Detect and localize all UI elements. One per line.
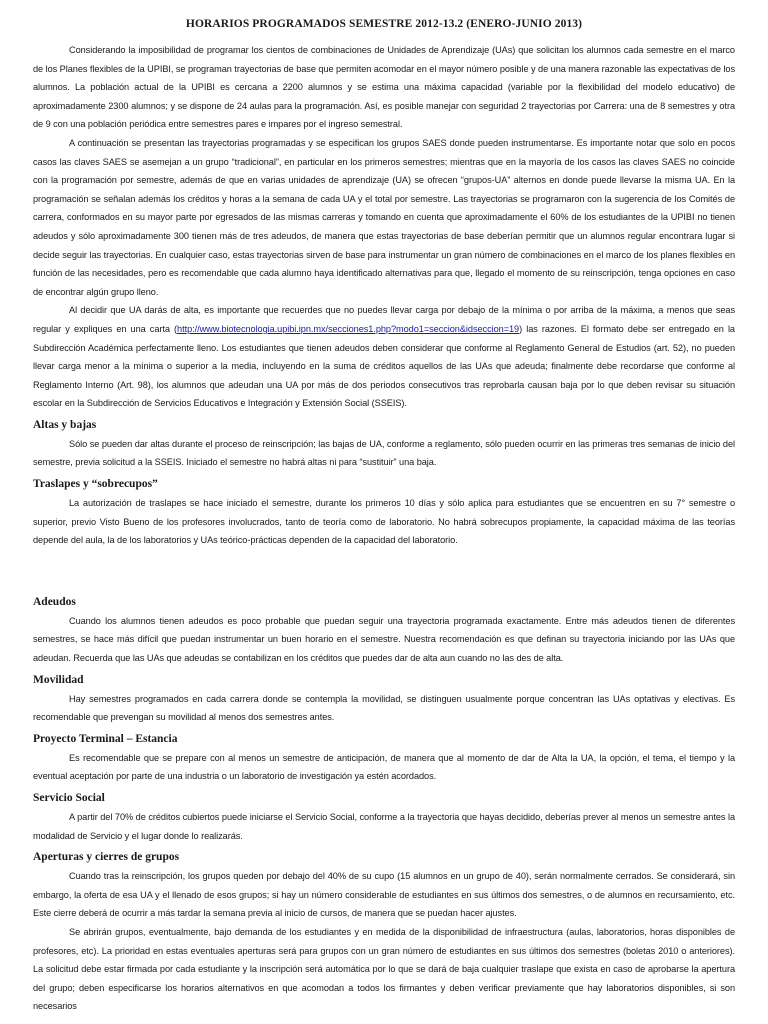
heading-aperturas-cierres: Aperturas y cierres de grupos (33, 851, 180, 864)
intro-paragraph-2: A continuación se presentan las trayectorias programadas y se especifican los grupos SAES donde pueden instrumentarse. Es importante notar que solo en pocos casos las claves SAES se asemejan a un grupo “tradicional”, en particular en los primeros semestres; mientras que en la mayoría de los casos las claves SAES no coincide con la programación por semestre, además de que en varias unidades de aprendizaje (UA) se ofrecen “grupos-UA” alternos en donde puede llevarse la misma UA. En la programación se señalan además los créditos y horas a la semana de cada UA y el total por semestre. Las trayectorias se programaron con la sugerencia de los Comités de carrera, conformados en su mayor parte por egresados de las mismas carreras y tomando en cuenta que aproximadamente el 60% de los estudiantes de la UPIBI no tienen adeudos y sólo aproximadamente 300 tienen más de tres adeudos, de manera que estas trayectorias de base deberían permitir que un alumnos regular encontrara lugar si decide seguir las trayectorias. En cualquier caso, estas trayectorias sirven de base para instrumentar un gran número de combinaciones en el marco de los planes flexibles en función de las necesidades, pero es recomendable que cada alumno haya identificado alternativas para que, llegado el momento de su reinscripción, tenga opciones en caso de encontrar algún grupo lleno. (33, 137, 735, 297)
reglamento-link[interactable]: http://www.biotecnologia.upibi.ipn.mx/secciones1.php?modo1=seccion&idseccion=19 (177, 323, 520, 334)
intro-paragraph-1: Considerando la imposibilidad de programar los cientos de combinaciones de Unidades de Aprendizaje (UAs) que solicitan los alumnos cada semestre en el marco de los Planes flexibles de la UPIBI, se programan trayectorias de base que permiten acomodar en el mayor número posible y de una manera razonable las expectativas de los alumnos. La población actual de la UPIBI es cercana a 2200 alumnos y se estima una máxima capacidad (variable por la flexibilidad del modelo educativo) de aproximadamente 2300 alumnos; y se dispone de 24 aulas para la programación. Así, es posible manejar con seguridad 2 trayectorias por Carrera: una de 8 semestres y otra de 9 con una población periódica entre semestres pares e impares por el ingreso semestral. (33, 45, 735, 130)
intro-paragraph-3-start: Al decidir que UA darás de alta, es importante que recuerdes que no puedes llevar carga por debajo de la mínima o por arriba de la máxima, a menos que seas regular y expliques en una carta ( (33, 305, 735, 334)
heading-altas-bajas: Altas y bajas (33, 418, 97, 431)
adeudos-text: Cuando los alumnos tienen adeudos es poco probable que puedan seguir una trayectoria programada exactamente. Entre más adeudos tienen de diferentes semestres, se hace más difícil que puedan instrumentar un buen horario en el semestre. Nuestra recomendación es que definan su trayectoria iniciando por las UAs que adeudan. Recuerda que las UAs que adeudas se contabilizan en los créditos que puedes dar de alta aun cuando no las des de alta. (33, 615, 735, 664)
proyecto-terminal-text: Es recomendable que se prepare con al menos un semestre de anticipación, de manera que al momento de dar de Alta la UA, la opción, el tema, el tiempo y la eventual aceptación por parte de una industria o un laboratorio de investigación ya estén acordados. (33, 752, 735, 782)
intro-paragraph-3-end: ) las razones. El formato debe ser entregado en la Subdirección Académica perfectamente lleno. Los estudiantes que tienen adeudos deben considerar que conforme al Reglamento General de Estudios (art. 52), no pueden llevar carga menor a la mínima o superior a la media, incluyendo en la suma de créditos aquellos de las UAs que adeuda; finalmente debe recordarse que conforme al Reglamento Interno (Art. 98), los alumnos que adeudan una UA por más de dos periodos consecutivos tras reprobarla causan baja por lo que deben revisar su situación escolar en la Subdirección de Servicios Educativos e Integración y Extensión Social (SSEIS). (33, 323, 735, 409)
document-title: HORARIOS PROGRAMADOS SEMESTRE 2012-13.2 (ENERO-JUNIO 2013) (185, 18, 583, 30)
heading-movilidad: Movilidad (33, 673, 84, 686)
aperturas-cierres-text: Cuando tras la reinscripción, los grupos queden por debajo del 40% de su cupo (15 alumnos en un grupo de 40), serán normalmente cerrados. Se considerará, sin embargo, la oferta de esa UA y el llenado de esos grupos; si hay un número considerable de estudiantes en sus últimos dos semestres, o de alumnos en recursamiento, etc. Este cierre deberá de ocurrir a más tardar la semana previa al inicio de cursos, de manera que se puedan hacer ajustes. (33, 871, 735, 919)
movilidad-text: Hay semestres programados en cada carrera donde se contempla la movilidad, se distinguen usualmente porque concentran las UAs optativas y electivas. Es recomendable que prevengan su movilidad al menos dos semestres antes. (33, 693, 735, 723)
section-gap (33, 550, 735, 590)
heading-servicio-social: Servicio Social (33, 792, 105, 804)
heading-adeudos: Adeudos (33, 595, 76, 608)
altas-bajas-text: Sólo se pueden dar altas durante el proceso de reinscripción; las bajas de UA, conforme a reglamento, sólo pueden ocurrir en las primeras tres semanas de inicio del semestre, previa solicitud a la SSEIS. Iniciado el semestre no habrá altas ni para “sustituir” una baja. (33, 438, 735, 468)
servicio-social-text: A partir del 70% de créditos cubiertos puede iniciarse el Servicio Social, conforme a la trayectoria que hayas decidido, deberías prever al menos un semestre antes la modalidad de Servicio y el lugar donde lo realizarás. (33, 812, 735, 841)
intro-paragraph-3 (33, 301, 735, 413)
traslapes-text: La autorización de traslapes se hace iniciado el semestre, durante los primeros 10 días y sólo aplica para estudiantes que se encuentren en su 7° semestre o superior, previo Visto Bueno de los profesores involucrados, tanto de teoría como de laboratorio. No habrá sobrecupos propiamente, la capacidad máxima de las teorías depende del aula, la de los laboratorios y UAs teórico-prácticas dependen de la capacidad del laboratorio. (33, 498, 735, 546)
heading-proyecto-terminal: Proyecto Terminal – Estancia (33, 732, 178, 745)
heading-traslapes: Traslapes y “sobrecupos” (33, 478, 158, 491)
aperturas-cierres-text-2: Se abrirán grupos, eventualmente, bajo demanda de los estudiantes y en medida de la disponibilidad de infraestructura (aulas, laboratorios, horas disponibles de profesores, etc). La prioridad en estas eventuales aperturas será para grupos con un gran número de estudiantes en sus últimos dos semestres (boletas 2010 o anteriores). La solicitud debe estar firmada por cada estudiante y la inscripción será automática por lo que se dará de baja cualquier traslape que exista en caso de aprobarse la apertura del grupo; deben especificarse los horarios alternativos en que acomodan a todos los firmantes y deben verificar previamente que hay laboratorios disponibles, si son necesarios (33, 926, 735, 1012)
